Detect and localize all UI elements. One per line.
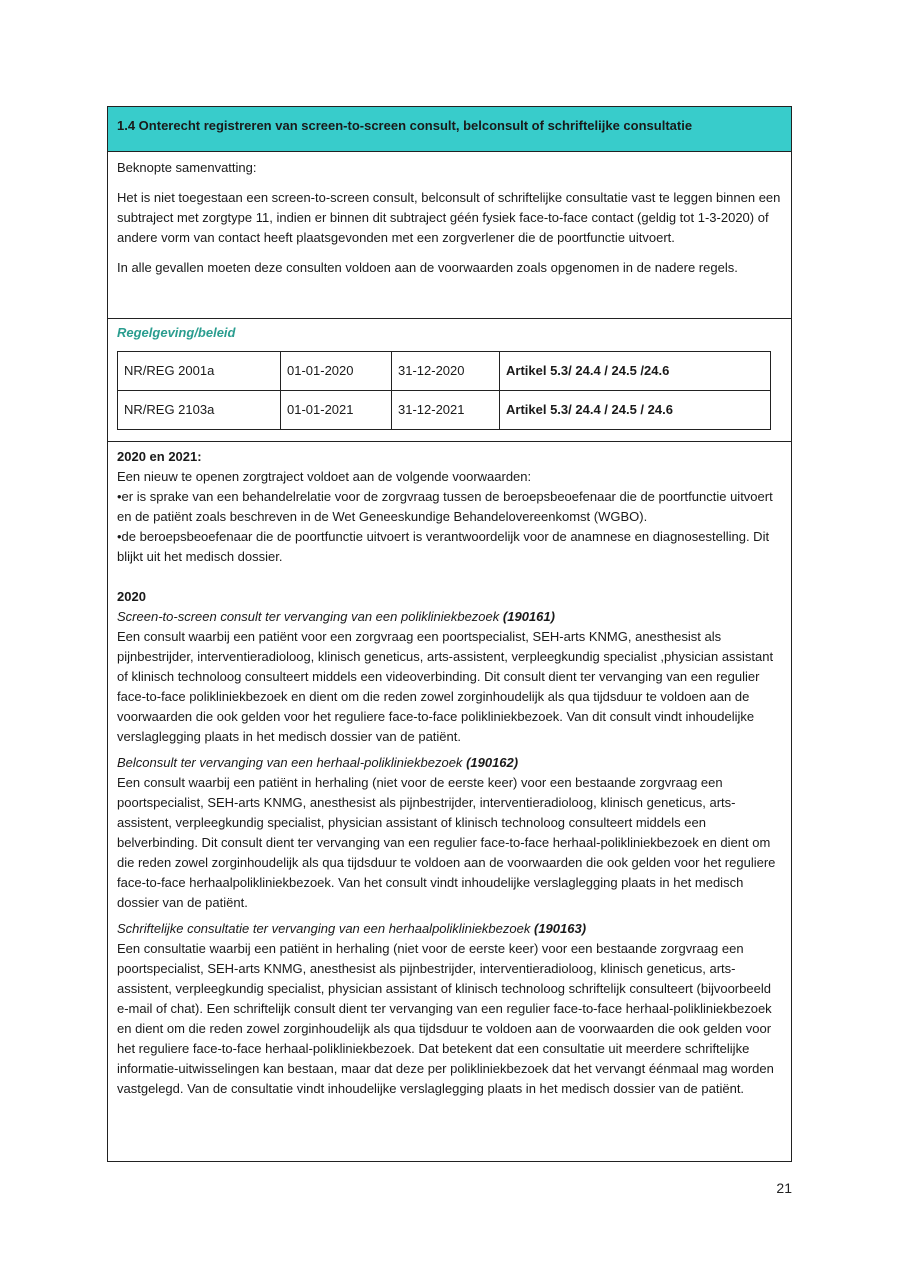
regulations-title: Regelgeving/beleid [117, 325, 236, 340]
item-title: Screen-to-screen consult ter vervanging van een polikliniekbezoek (190161) [117, 609, 555, 624]
bullet-item: •er is sprake van een behandelrelatie voor de zorgvraag tussen de beroepsbeoefenaar die de poortfunctie uitvoert en de patiënt zoals beschreven in de Wet Geneeskundige Behandelovereenkomst (WGBO). [117, 489, 773, 524]
reg-start-date: 01-01-2021 [281, 391, 392, 430]
item-code: (190161) [502, 609, 555, 624]
item-text: Een consultatie waarbij een patiënt in herhaling (niet voor de eerste keer) voor een bestaande zorgvraag een poortspecialist, SEH-arts KNMG, anesthesist als pijnbestrijder, interventieradioloog, klinisch geneticus, arts-assistent, verpleegkundig specialist, physician assistant of klinisch technoloog schriftelijk consulteert (bijvoorbeeld e-mail of chat). Een schriftelijk consult dient ter vervanging van een regulier face-to-face herhaal-polikliniekbezoek en dient om die reden zowel zorginhoudelijk als qua tijdsduur te voldoen aan de voorwaarden die ook gelden voor het reguliere face-to-face herhaal-polikliniekbezoek. Dat betekent dat een consultatie uit meerdere schriftelijke informatie-uitwisselingen kan bestaan, maar dat deze per polikliniekbezoek dat het vervangt éénmaal mag worden vastgelegd. Van de consultatie vindt inhoudelijke verslaglegging plaats in het medisch dossier van de patiënt. [117, 941, 774, 1096]
summary-paragraph-2: In alle gevallen moeten deze consulten voldoen aan de voorwaarden zoals opgenomen in de nadere regels. [117, 260, 738, 275]
item-title: Schriftelijke consultatie ter vervanging van een herhaalpolikliniekbezoek (190163) [117, 921, 587, 936]
section-title: 1.4 Onterecht registreren van screen-to-screen consult, belconsult of schriftelijke consultatie [108, 107, 791, 152]
item-text: Een consult waarbij een patiënt voor een zorgvraag een poortspecialist, SEH-arts KNMG, anesthesist als pijnbestrijder, interventieradioloog, klinisch geneticus, arts-assistent, verpleegkundig specialist ,physician assistant of klinisch technoloog consulteert middels een videoverbinding. Dit consult dient ter vervanging van een regulier face-to-face polikliniekbezoek en dient om die reden zowel zorginhoudelijk als qua tijdsduur te voldoen aan de voorwaarden die ook gelden voor het reguliere face-to-face polikliniekbezoek. Van dit consult vindt inhoudelijke verslaglegging plaats in het medisch dossier van de patiënt. [117, 629, 774, 744]
summary-paragraph-1: Het is niet toegestaan een screen-to-screen consult, belconsult of schriftelijke consultatie vast te leggen binnen een subtraject met zorgtype 11, indien er binnen dit subtraject géén fysiek face-to-face contact (geldig tot 1-3-2020) of andere vorm van contact heeft plaatsgevonden met een zorgverlener die de poortfunctie uitvoert. [117, 190, 781, 245]
regulations-table [117, 351, 771, 430]
reg-end-date: 31-12-2021 [392, 391, 500, 430]
summary-section [108, 152, 791, 319]
item-text: Een consult waarbij een patiënt in herhaling (niet voor de eerste keer) voor een bestaande zorgvraag een poortspecialist, SEH-arts KNMG, anesthesist als pijnbestrijder, interventieradioloog, klinisch geneticus, arts-assistent, verpleegkundig specialist, physician assistant of klinisch technoloog consulteert middels een belverbinding. Dit consult dient ter vervanging van een regulier face-to-face herhaal-polikliniekbezoek en dient om die reden zowel zorginhoudelijk als qua tijdsduur te voldoen aan de voorwaarden die ook gelden voor het reguliere face-to-face herhaalpolikliniekbezoek. Van het consult vindt inhoudelijke verslaglegging plaats in het medisch dossier van de patiënt. [117, 775, 776, 910]
reg-articles: Artikel 5.3/ 24.4 / 24.5 /24.6 [500, 352, 771, 391]
table-row [118, 352, 771, 391]
reg-code: NR/REG 2103a [118, 391, 281, 430]
page-number: 21 [776, 1180, 792, 1196]
item-code: (190162) [466, 755, 519, 770]
years-heading: 2020 en 2021: [117, 449, 202, 464]
item-code: (190163) [533, 921, 587, 936]
reg-articles: Artikel 5.3/ 24.4 / 24.5 / 24.6 [500, 391, 771, 430]
reg-code: NR/REG 2001a [118, 352, 281, 391]
table-row [118, 391, 771, 430]
item-title: Belconsult ter vervanging van een herhaal-polikliniekbezoek (190162) [117, 755, 519, 770]
summary-label: Beknopte samenvatting: [117, 160, 257, 175]
year-heading-2020: 2020 [117, 589, 146, 604]
section-box [107, 106, 792, 1162]
reg-start-date: 01-01-2020 [281, 352, 392, 391]
regulations-section [108, 319, 791, 442]
body-section [108, 442, 791, 1105]
intro-text: Een nieuw te openen zorgtraject voldoet aan de volgende voorwaarden: [117, 469, 532, 484]
reg-end-date: 31-12-2020 [392, 352, 500, 391]
bullet-item: •de beroepsbeoefenaar die de poortfunctie uitvoert is verantwoordelijk voor de anamnese en diagnosestelling. Dit blijkt uit het medisch dossier. [117, 529, 770, 564]
